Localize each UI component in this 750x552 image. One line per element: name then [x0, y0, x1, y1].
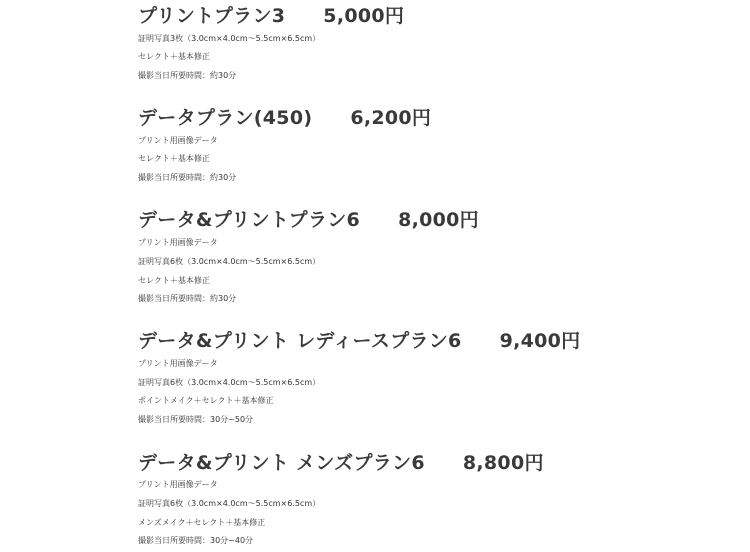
- plan-detail: 証明写真6枚（3.0cm×4.0cm〜5.5cm×6.5cm）: [138, 378, 321, 387]
- plan-detail: 撮影当日所要時間：約30分: [138, 173, 237, 182]
- plan-detail: セレクト＋基本修正: [138, 154, 210, 163]
- plan-name: データプラン(450): [138, 107, 313, 129]
- plan-mens-6: [138, 452, 738, 545]
- plan-title: [138, 452, 738, 474]
- plan-detail: プリント用画像データ: [138, 238, 218, 247]
- plan-detail: ポイントメイク＋セレクト＋基本修正: [138, 396, 274, 405]
- plan-name: データ&プリント メンズプラン6: [138, 452, 425, 474]
- plan-name: データ&プリント レディースプラン6: [138, 330, 462, 352]
- plan-detail: 証明写真6枚（3.0cm×4.0cm〜5.5cm×6.5cm）: [138, 257, 321, 266]
- plan-data-print-6: [138, 209, 738, 303]
- plan-detail: セレクト＋基本修正: [138, 52, 210, 61]
- plan-price: 6,200円: [350, 107, 432, 129]
- plan-price: 8,000円: [398, 209, 479, 231]
- plan-detail: セレクト＋基本修正: [138, 276, 210, 285]
- plan-price: 9,400円: [499, 330, 581, 352]
- plan-detail: 撮影当日所要時間：30分~40分: [138, 536, 254, 545]
- plan-detail: プリント用画像データ: [138, 359, 218, 368]
- plan-detail: 撮影当日所要時間：30分~50分: [138, 415, 254, 424]
- plan-detail: 証明写真3枚（3.0cm×4.0cm〜5.5cm×6.5cm）: [138, 34, 321, 43]
- plan-detail: 撮影当日所要時間：約30分: [138, 71, 237, 80]
- plan-detail: プリント用画像データ: [138, 480, 218, 489]
- plan-detail: プリント用画像データ: [138, 136, 218, 145]
- plan-title: [138, 330, 738, 352]
- plan-detail: 証明写真6枚（3.0cm×4.0cm〜5.5cm×6.5cm）: [138, 499, 321, 508]
- plan-price: 5,000円: [323, 5, 405, 27]
- plan-ladies-6: [138, 330, 738, 424]
- plan-title: [138, 107, 738, 129]
- plan-price: 8,800円: [462, 452, 544, 474]
- plan-detail: 撮影当日所要時間：約30分: [138, 294, 237, 303]
- plan-detail: メンズメイク＋セレクト＋基本修正: [138, 518, 266, 527]
- plan-title: [138, 5, 738, 27]
- plan-data-450: [138, 107, 738, 182]
- plan-name: データ&プリントプラン6: [138, 209, 361, 231]
- plan-title: [138, 209, 738, 231]
- plan-print-3: [138, 5, 738, 80]
- plan-name: プリントプラン3: [138, 5, 286, 27]
